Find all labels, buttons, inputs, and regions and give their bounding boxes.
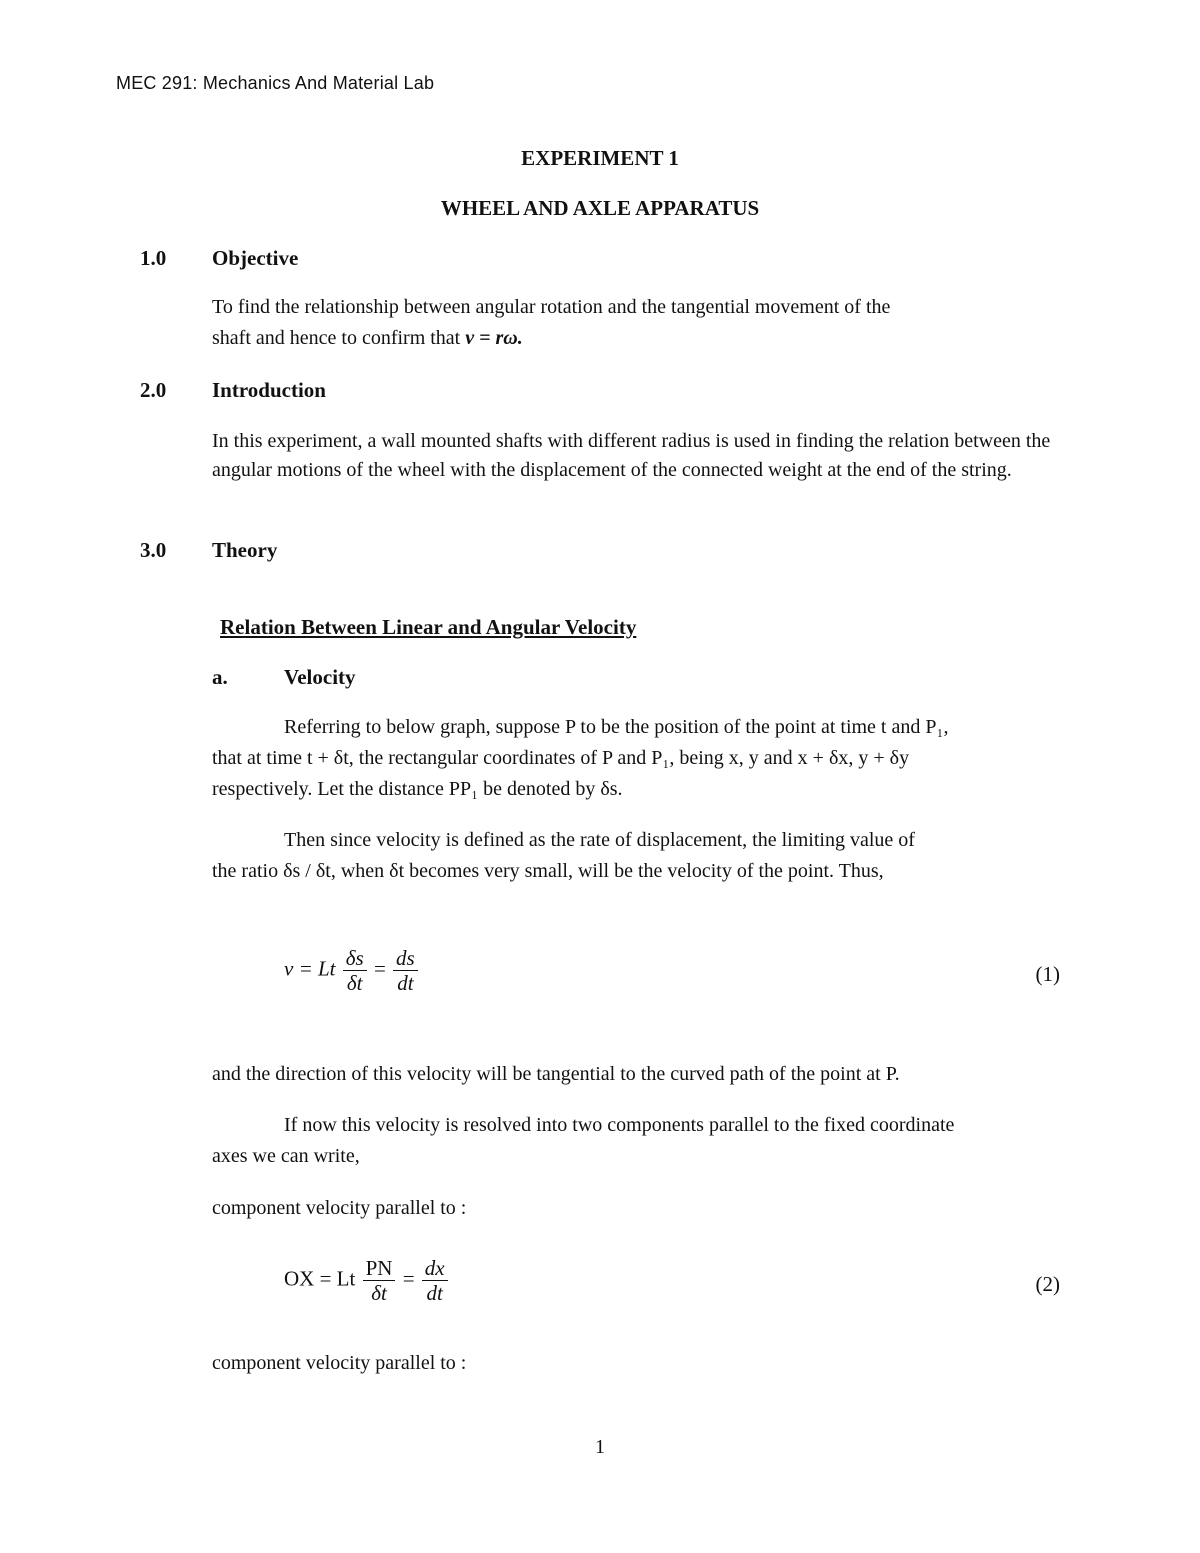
equation-2-num-1: PN <box>363 1256 396 1281</box>
resolve-line-2: axes we can write, <box>212 1145 360 1167</box>
page-number: 1 <box>595 1436 605 1458</box>
equation-1-num-1: δs <box>343 946 367 971</box>
velocity-para1-line3: respectively. Let the distance PP₁ be denoted by δs. <box>212 778 623 800</box>
subsection-label: a. <box>212 665 228 689</box>
equation-1 <box>284 946 420 995</box>
introduction-paragraph: In this experiment, a wall mounted shafts with different radius is used in finding the relation between the angular motions of the wheel with the displacement of the connected weight at the end of the string. <box>212 430 1051 481</box>
experiment-subtitle: WHEEL AND AXLE APPARATUS <box>440 196 760 220</box>
objective-line-2-text: shaft and hence to confirm that <box>212 327 466 349</box>
experiment-title: EXPERIMENT 1 <box>521 146 679 170</box>
equation-1-fraction-2 <box>393 946 418 995</box>
component-velocity-2: component velocity parallel to : <box>212 1352 467 1374</box>
direction-text: and the direction of this velocity will be tangential to the curved path of the point at P. <box>212 1063 900 1085</box>
equation-2-num-2: dx <box>422 1256 448 1281</box>
section-number-objective: 1.0 <box>140 246 167 270</box>
objective-line-1: To find the relationship between angular rotation and the tangential movement of the <box>212 296 891 318</box>
equation-1-den-2: dt <box>397 971 414 995</box>
section-number-theory: 3.0 <box>140 538 167 562</box>
equation-2-label: (2) <box>1035 1272 1060 1296</box>
section-title-introduction: Introduction <box>212 378 326 402</box>
velocity-para2-line1: Then since velocity is defined as the rate of displacement, the limiting value of <box>284 829 915 851</box>
equation-2-fraction-2 <box>422 1256 448 1305</box>
equation-2-den-1: δt <box>371 1281 387 1305</box>
equation-2-lhs: OX = Lt <box>284 1266 356 1291</box>
equation-1-label: (1) <box>1035 962 1060 986</box>
running-header: MEC 291: Mechanics And Material Lab <box>116 73 435 93</box>
velocity-para1-line2: that at time t + δt, the rectangular coordinates of P and P₁, being x, y and x + δx, y + δy <box>212 747 910 769</box>
theory-subheading: Relation Between Linear and Angular Velocity <box>220 615 637 639</box>
equation-1-den-1: δt <box>346 971 363 995</box>
velocity-para2-line2: the ratio δs / δt, when δt becomes very small, will be the velocity of the point. Thus, <box>212 860 884 882</box>
objective-formula: v = rω. <box>465 327 523 349</box>
equation-2-fraction-1 <box>363 1256 396 1305</box>
section-title-objective: Objective <box>212 246 299 270</box>
equation-1-lhs: v = Lt <box>284 956 336 981</box>
equation-2 <box>284 1256 450 1305</box>
resolve-line-1: If now this velocity is resolved into two components parallel to the fixed coordinate <box>284 1114 955 1136</box>
velocity-para1-line1: Referring to below graph, suppose P to be the position of the point at time t and P₁, <box>284 716 949 738</box>
section-number-introduction: 2.0 <box>140 378 167 402</box>
equation-1-num-2: ds <box>393 946 418 971</box>
equation-1-equals: = <box>373 956 386 981</box>
subsection-title-velocity: Velocity <box>284 665 356 689</box>
equation-2-den-2: dt <box>426 1281 443 1305</box>
component-velocity-1: component velocity parallel to : <box>212 1197 467 1219</box>
equation-1-fraction-1 <box>343 946 367 995</box>
equation-2-equals: = <box>402 1266 415 1291</box>
objective-line-2 <box>212 327 523 350</box>
section-title-theory: Theory <box>212 538 278 562</box>
